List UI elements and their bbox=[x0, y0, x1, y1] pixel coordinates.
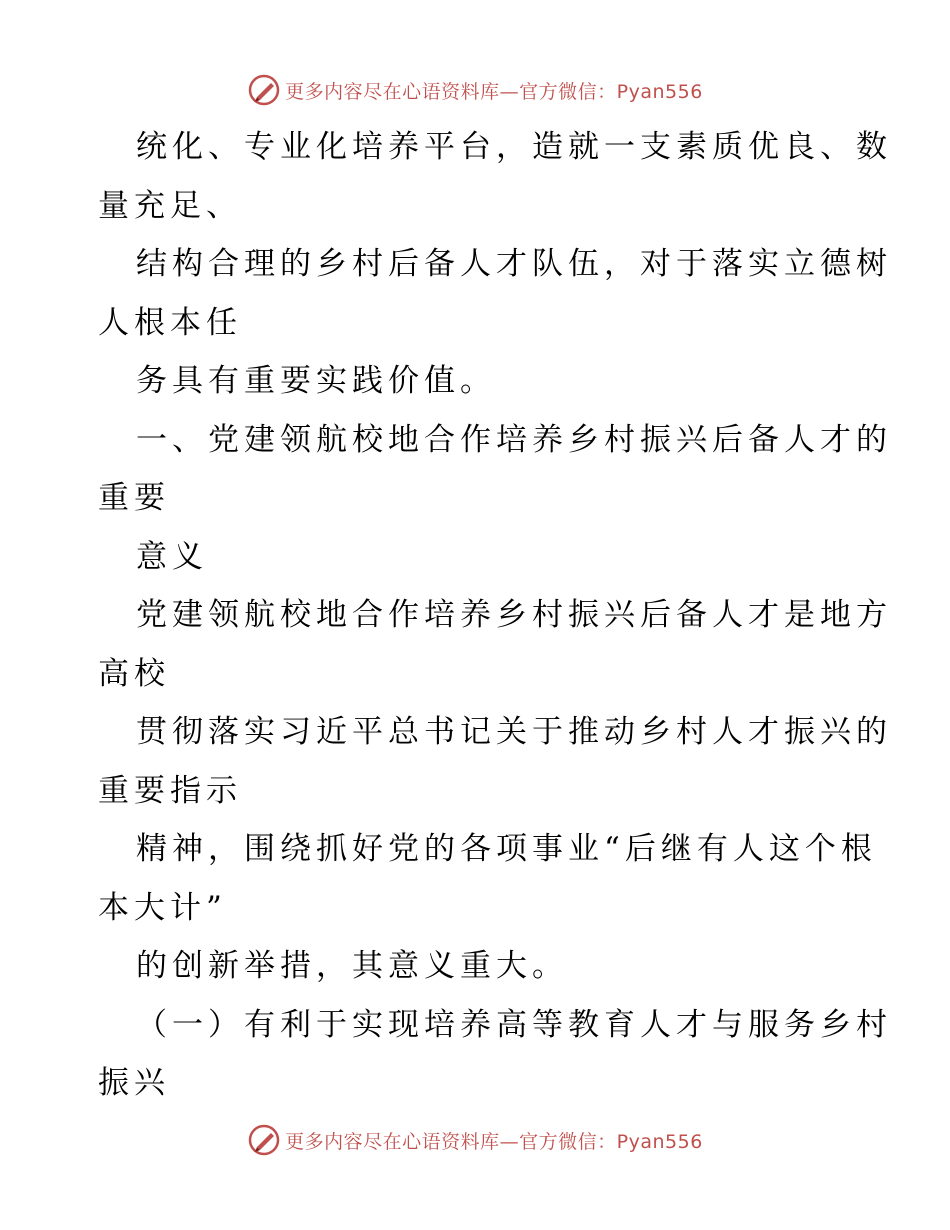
text-line: 量充足、 bbox=[98, 187, 242, 224]
text-line: 务具有重要实践价值。 bbox=[136, 363, 496, 399]
text-line: 重要指示 bbox=[98, 772, 242, 809]
text-line: 的创新举措，其意义重大。 bbox=[136, 948, 568, 984]
text-line: 振兴 bbox=[98, 1065, 170, 1101]
text-line: 结构合理的乡村后备人才队伍，对于落实立德树 bbox=[136, 246, 892, 282]
header-watermark bbox=[0, 70, 950, 110]
watermark-text: 更多内容尽在心语资料库—官方微信： bbox=[285, 80, 617, 103]
text-line: 本大计” bbox=[98, 889, 227, 926]
text-line: 精神，围绕抓好党的各项事业“后继有人这个根 bbox=[136, 831, 877, 867]
text-line: 党建领航校地合作培养乡村振兴后备人才是地方 bbox=[136, 597, 892, 633]
text-line: 统化、专业化培养平台，造就一支素质优良、数 bbox=[136, 129, 892, 165]
watermark-text: 更多内容尽在心语资料库—官方微信： bbox=[285, 1130, 617, 1153]
wechat-id: Pyan556 bbox=[616, 1130, 703, 1153]
pen-logo-icon bbox=[247, 73, 281, 107]
text-line: 人根本任 bbox=[98, 304, 242, 341]
document-body bbox=[98, 118, 892, 1113]
text-line: 一、党建领航校地合作培养乡村振兴后备人才的 bbox=[136, 421, 892, 458]
text-line: 高校 bbox=[98, 655, 170, 692]
wechat-id: Pyan556 bbox=[616, 80, 703, 103]
footer-watermark bbox=[0, 1120, 950, 1160]
text-line: 重要 bbox=[98, 480, 170, 516]
text-line: 意义 bbox=[136, 538, 208, 575]
pen-logo-icon bbox=[247, 1123, 281, 1157]
text-line: 贯彻落实习近平总书记关于推动乡村人才振兴的 bbox=[136, 714, 892, 750]
text-line: （一）有利于实现培养高等教育人才与服务乡村 bbox=[136, 1006, 892, 1043]
